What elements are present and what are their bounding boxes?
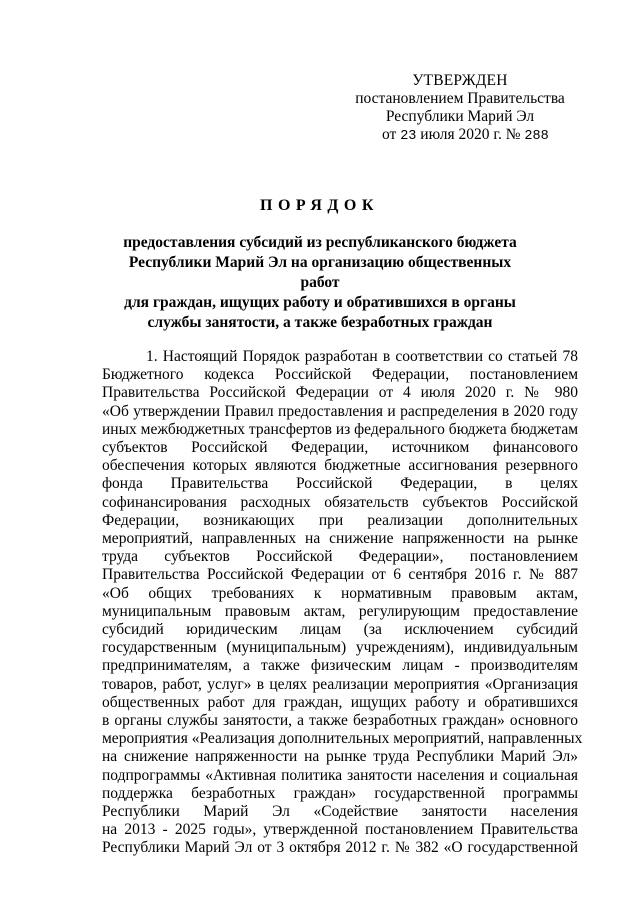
body-line: субъектов Российской Федерации, источником финансового [102,439,578,457]
body-line: мероприятий, направленных на снижение напряженности на рынке [102,530,578,548]
body-line: Федерации, возникающих при реализации дополнительных [102,511,578,529]
body-line: подпрограммы «Активная политика занятости населения и социальная [102,766,578,784]
subtitle-line: для граждан, ищущих работу и обратившихся в органы [124,294,516,311]
subtitle-line: службы занятости, а также безработных граждан [147,314,493,331]
body-line: муниципальным правовым актам, регулирующим предоставление [102,602,578,620]
approval-line-1: постановлением Правительства [355,90,565,107]
approval-date-line [340,126,580,146]
approval-stamp [340,72,580,146]
approval-number-prefix: № [505,126,521,143]
body-line: товаров, работ, услуг» в целях реализации мероприятия «Организация [102,675,578,693]
body-line: на снижение напряженности на рынке труда Республики Марий Эл» [102,748,578,766]
approval-date-month-year: июля 2020 г. [420,126,502,143]
document-title: ПОРЯДОК [260,197,379,214]
body-line: Правительства Российской Федерации от 6 сентября 2016 г. № 887 [102,566,578,584]
document-subtitle [120,233,520,333]
body-line: государственным (муниципальным) учреждениям), индивидуальным [102,639,578,657]
approval-date-day: 23 [400,129,417,144]
body-paragraph [102,348,583,858]
body-line: субсидий юридическим лицам (за исключением субсидий [102,621,578,639]
body-line: «Об общих требованиях к нормативным правовым актам, [102,584,578,602]
body-line: предпринимателям, а также физическим лицам - производителям [102,657,578,675]
approval-date-prefix: от [382,126,397,143]
body-line: «Об утверждении Правил предоставления и распределения в 2020 году [102,402,578,420]
approval-number: 288 [524,129,549,144]
body-line: поддержка безработных граждан» государственной программы [102,784,578,802]
body-line: фонда Правительства Российской Федерации, в целях [102,475,578,493]
body-line: Республики Марий Эл от 3 октября 2012 г. № 382 «О государственной [102,839,578,857]
body-line: Правительства Российской Федерации от 4 июля 2020 г. № 980 [102,384,578,402]
body-line: софинансирования расходных обязательств субъектов Российской [102,493,578,511]
body-line: 1. Настоящий Порядок разработан в соответствии со статьей 78 [146,348,578,365]
body-line: иных межбюджетных трансфертов из федерального бюджета бюджетам [102,420,579,438]
body-line: обеспечения которых являются бюджетные ассигнования резервного [102,457,578,475]
body-line: Бюджетного кодекса Российской Федерации, постановлением [102,366,578,384]
body-line: Республики Марий Эл «Содействие занятости населения [102,803,578,821]
body-line: труда субъектов Российской Федерации», постановлением [102,548,578,566]
approval-line-2: Республики Марий Эл [385,108,535,125]
body-line: в органы службы занятости, а также безработных граждан» основного [102,712,578,730]
subtitle-line: предоставления субсидий из республиканского бюджета [123,234,517,251]
subtitle-line: Республики Марий Эл на организацию общественных работ [128,254,512,291]
body-line: мероприятия «Реализация дополнительных мероприятий, направленных [102,730,583,748]
body-line: общественных работ для граждан, ищущих работу и обратившихся [102,693,578,711]
approval-heading: УТВЕРЖДЕН [412,72,508,89]
body-line: на 2013 - 2025 годы», утвержденной постановлением Правительства [102,821,578,839]
